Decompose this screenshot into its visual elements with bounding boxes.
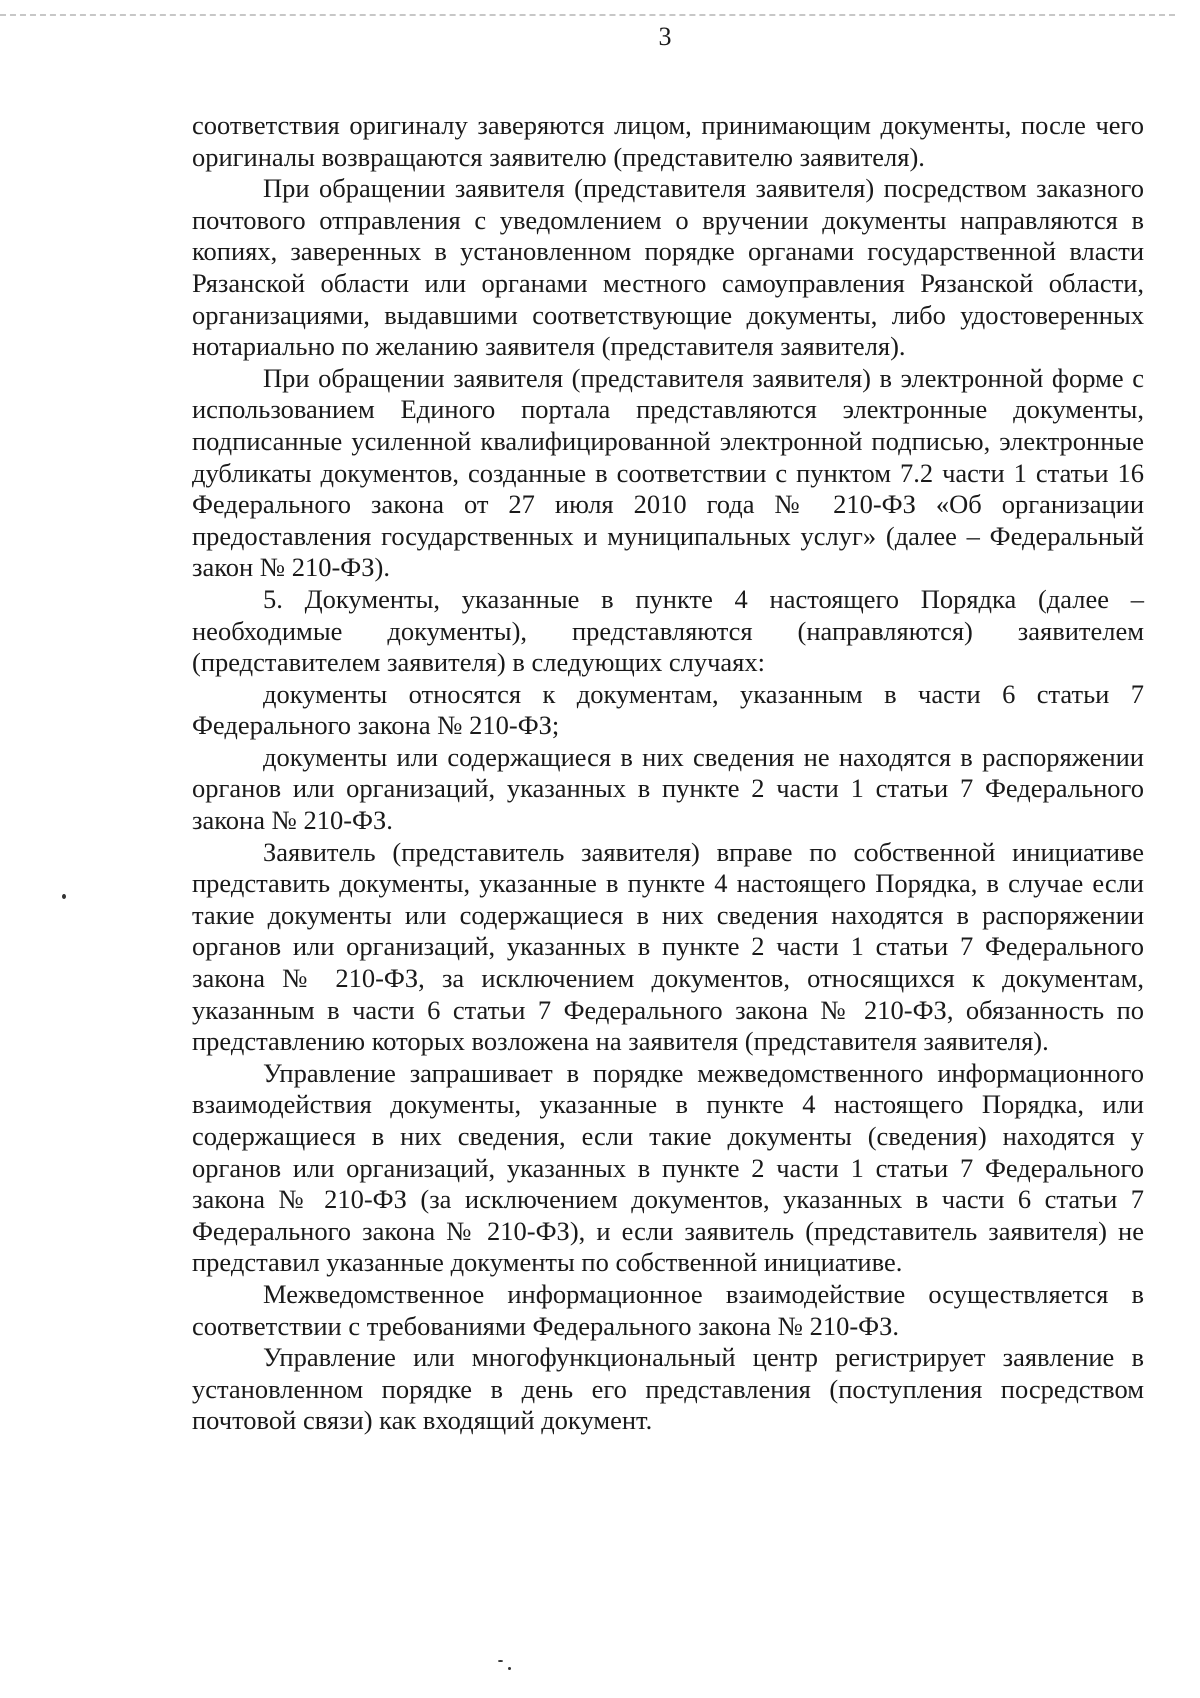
paragraph-interagency-request: Управление запрашивает в порядке межведомственного информационного взаимодействия документы, указанные в пункте 4 настоящего Порядка, или содержащиеся в них сведения, если такие документы (сведения) находятся у органов или организаций, указанных в пункте 2 части 1 статьи 7 Федерального закона № 210-ФЗ (за исключением документов, указанных в части 6 статьи 7 Федерального закона № 210-ФЗ), и если заявитель (представитель заявителя) не представил указанные документы по собственной инициативе. — [192, 1057, 1144, 1278]
scan-speck — [62, 894, 66, 899]
paragraph-own-initiative: Заявитель (представитель заявителя) вправе по собственной инициативе представить документы, указанные в пункте 4 настоящего Порядка, в случае если такие документы или содержащиеся в них сведения находятся в распоряжении органов или организаций, указанных в пункте 2 части 1 статьи 7 Федерального закона № 210-ФЗ, за исключением документов, относящихся к документам, указанным в части 6 статьи 7 Федерального закона № 210-ФЗ, обязанность по представлению которых возложена на заявителя (представителя заявителя). — [192, 836, 1144, 1057]
paragraph-registration: Управление или многофункциональный центр регистрирует заявление в установленном порядке в день его представления (поступления посредством почтовой связи) как входящий документ. — [192, 1342, 1144, 1436]
paragraph-continuation: соответствия оригиналу заверяются лицом, принимающим документы, после чего оригиналы возвращаются заявителю (представителю заявителя). — [192, 110, 1144, 172]
paragraph-item-5: 5. Документы, указанные в пункте 4 настоящего Порядка (далее – необходимые документы), представляются (направляются) заявителем (представителем заявителя) в следующих случаях: — [192, 583, 1144, 678]
scan-speck — [498, 1660, 503, 1662]
document-body — [192, 110, 1144, 1437]
scan-speck — [508, 1667, 511, 1670]
paragraph-case-1: документы относятся к документам, указанным в части 6 статьи 7 Федерального закона № 210-ФЗ; — [192, 678, 1144, 741]
paragraph-electronic-submission: При обращении заявителя (представителя заявителя) в электронной форме с использованием Единого портала представляются электронные документы, подписанные усиленной квалифицированной электронной подписью, электронные дубликаты документов, созданные в соответствии с пунктом 7.2 части 1 статьи 16 Федерального закона от 27 июля 2010 года № 210-ФЗ «Об организации предоставления государственных и муниципальных услуг» (далее – Федеральный закон № 210-ФЗ). — [192, 362, 1144, 583]
paragraph-case-2: документы или содержащиеся в них сведения не находятся в распоряжении органов или организаций, указанных в пункте 2 части 1 статьи 7 Федерального закона № 210-ФЗ. — [192, 741, 1144, 836]
scan-top-edge-artifact — [0, 14, 1175, 16]
page-number: 3 — [658, 22, 672, 51]
paragraph-postal-submission: При обращении заявителя (представителя заявителя) посредством заказного почтового отправления с уведомлением о вручении документы направляются в копиях, заверенных в установленном порядке органами государственной власти Рязанской области или органами местного самоуправления Рязанской области, организациями, выдавшими соответствующие документы, либо удостоверенных нотариально по желанию заявителя (представителя заявителя). — [192, 173, 1144, 362]
paragraph-interagency-requirements: Межведомственное информационное взаимодействие осуществляется в соответствии с требованиями Федерального закона № 210-ФЗ. — [192, 1278, 1144, 1341]
